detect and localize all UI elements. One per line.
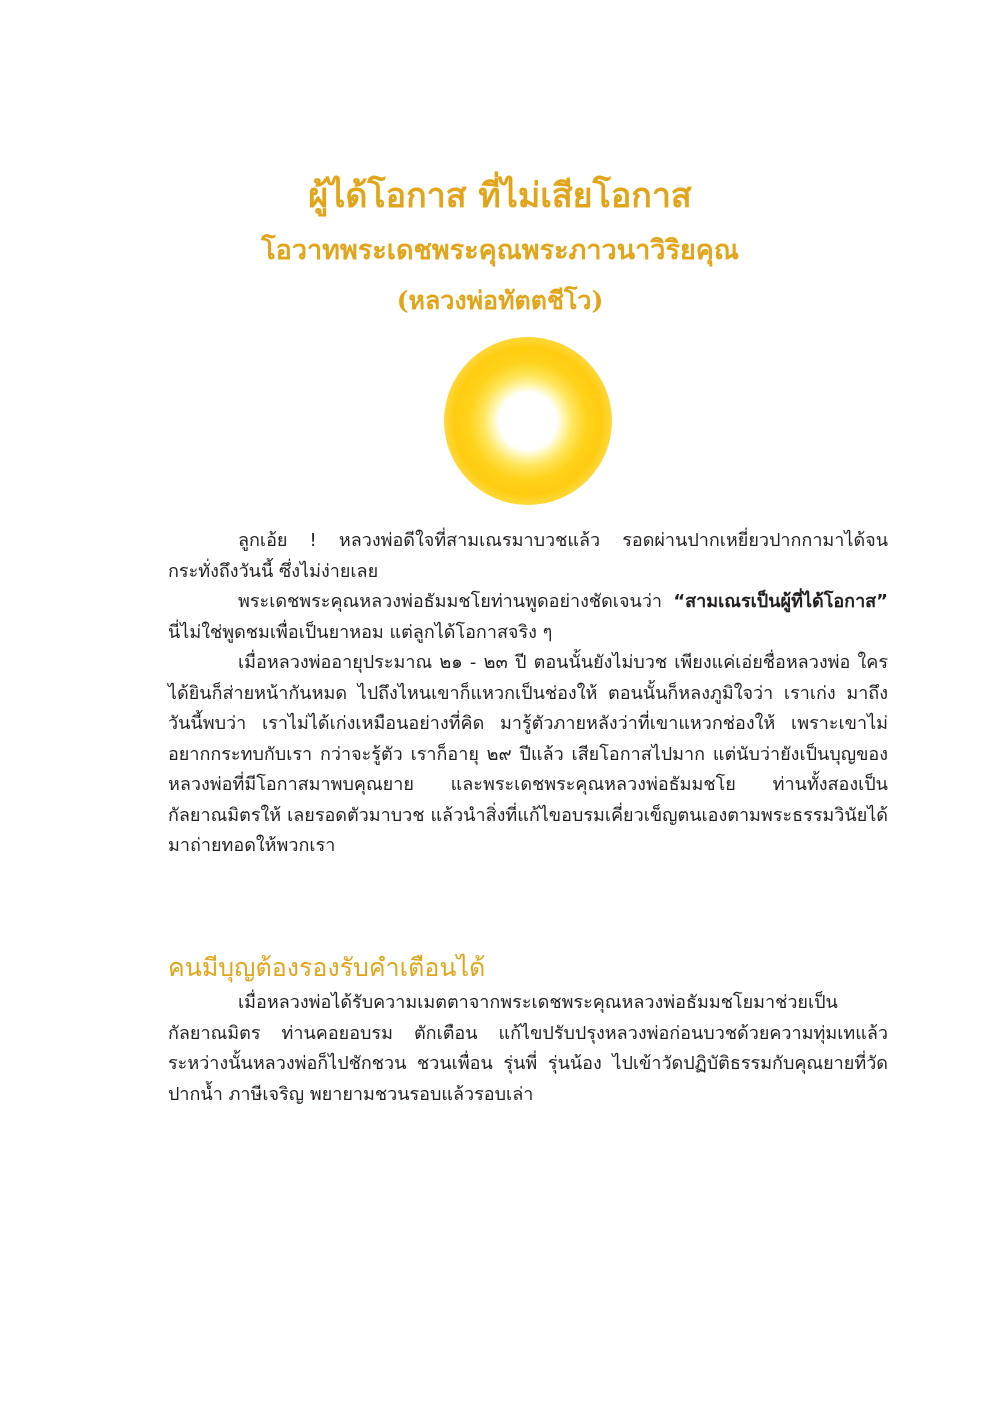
section-paragraph-1: เมื่อหลวงพ่อได้รับความเมตตาจากพระเดชพระคุณหลวงพ่อธัมมชโยมาช่วยเป็นกัลยาณมิตร ท่านคอยอบรม ตักเตือน แก้ไขปรับปรุงหลวงพ่อก่อนบวชด้วยความทุ่มเทแล้วระหว่างนั้นหลวงพ่อก็ไปชักชวน ชวนเพื่อน รุ่นพี่ รุ่นน้อง ไปเข้าวัดปฏิบัติธรรมกับคุณยายที่วัดปากน้ำ ภาษีเจริญ พยายามชวนรอบแล้วรอบเล่า bbox=[168, 992, 888, 1105]
page-subtitle: โอวาทพระเดชพระคุณพระภาวนาวิริยคุณ bbox=[261, 235, 739, 266]
page-title: ผู้ได้โอกาส ที่ไม่เสียโอกาส bbox=[308, 176, 692, 216]
section-heading: คนมีบุญต้องรองรับคำเตือนได้ bbox=[168, 954, 486, 982]
intro-paragraph-2 bbox=[168, 587, 888, 648]
intro-section bbox=[168, 526, 888, 862]
glowing-sun-illustration bbox=[444, 337, 612, 505]
intro-paragraph-2-quote: “สามเณรเป็นผู้ที่ได้โอกาส” bbox=[673, 591, 888, 612]
intro-paragraph-3: เมื่อหลวงพ่ออายุประมาณ ๒๑ - ๒๓ ปี ตอนนั้นยังไม่บวช เพียงแค่เอ่ยชื่อหลวงพ่อ ใครได้ยินก็ส่ายหน้ากันหมด ไปถึงไหนเขาก็แหวกเป็นช่องให้ ตอนนั้นก็หลงภูมิใจว่า เราเก่ง มาถึงวันนี้พบว่า เราไม่ได้เก่งเหมือนอย่างที่คิด มารู้ตัวภายหลังว่าที่เขาแหวกช่องให้ เพราะเขาไม่อยากกระทบกับเรา กว่าจะรู้ตัว เราก็อายุ ๒๙ ปีแล้ว เสียโอกาสไปมาก แต่นับว่ายังเป็นบุญของหลวงพ่อที่มีโอกาสมาพบคุณยาย และพระเดชพระคุณหลวงพ่อธัมมชโย ท่านทั้งสองเป็นกัลยาณมิตรให้ เลยรอดตัวมาบวช แล้วนำสิ่งที่แก้ไขอบรมเคี่ยวเข็ญตนเองตามพระธรรมวินัยได้มาถ่ายทอดให้พวกเรา bbox=[168, 652, 888, 856]
intro-paragraph-2-tail: นี่ไม่ใช่พูดชมเพื่อเป็นยาหอม แต่ลูกได้โอกาสจริง ๆ bbox=[168, 621, 553, 643]
intro-paragraph-1: ลูกเอ้ย ! หลวงพ่อดีใจที่สามเณรมาบวชแล้ว รอดผ่านปากเหยี่ยวปากกามาได้จนกระทั่งถึงวันนี้ ซึ่งไม่ง่ายเลย bbox=[168, 530, 888, 582]
intro-paragraph-2-lead: พระเดชพระคุณหลวงพ่อธัมมชโยท่านพูดอย่างชัดเจนว่า bbox=[238, 591, 674, 612]
author-name: (หลวงพ่อทัตตชีโว) bbox=[396, 286, 604, 315]
section-body bbox=[168, 988, 888, 1110]
